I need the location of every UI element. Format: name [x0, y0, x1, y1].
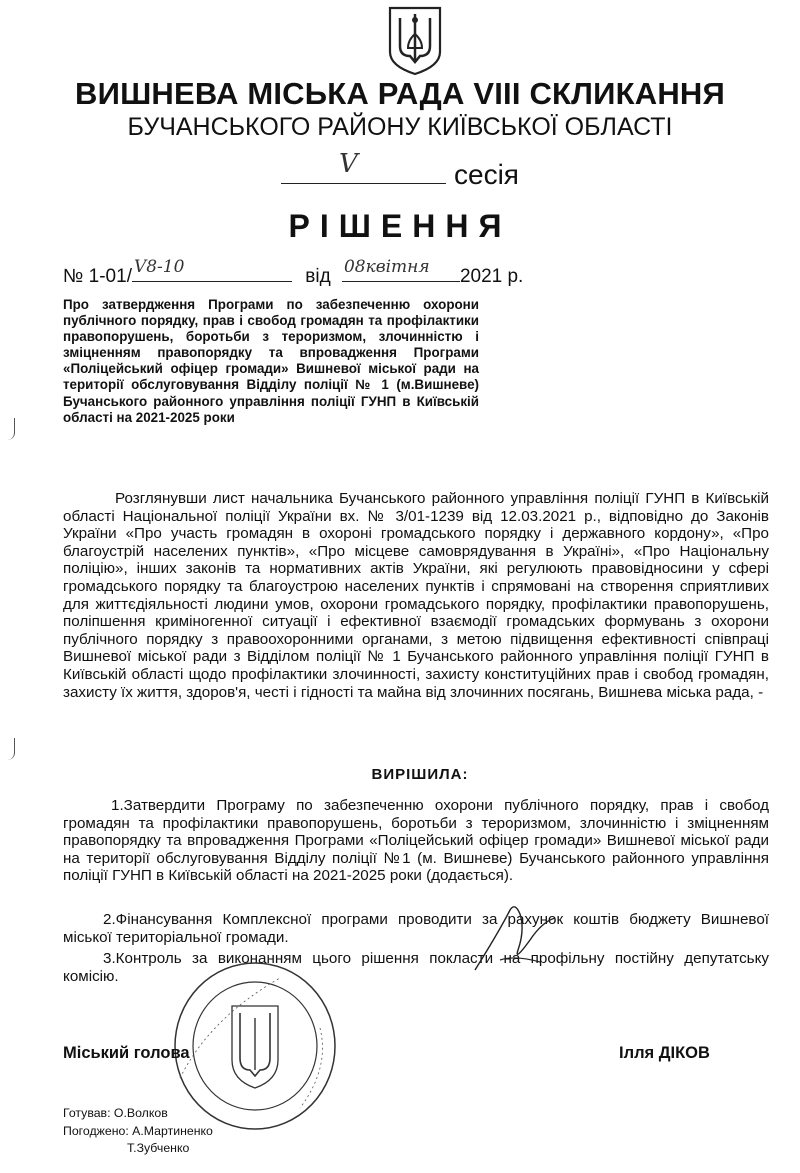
- date-prefix: від: [305, 266, 331, 287]
- prepared-by: Готував: О.Волков: [63, 1106, 168, 1120]
- number-date-line: [63, 257, 524, 288]
- preamble-paragraph: Розглянувши лист начальника Бучанського районного управління поліції ГУНП в Київській області Національної поліції України вх. № 3/01-1239 від 12.03.2021 р., відповідно до Законів України «Про участь громадян в охороні громадського порядку і державного кордону», «Про благоустрій населених пунктів», «Про місцеве самоврядування в Україні», «Про Національну поліцію», інших законів та нормативних актів України, які регулюють правовідносини у сфері громадського порядку та благоустрою населених пунктів і спрямовані на створення сприятливих для життєдіяльності людини умов, охорони громадського порядку, профілактики правопорушень, поліпшення криміногенної ситуації і ефективної взаємодії громадських формувань з охорони публічного порядку з правоохоронними органами, з метою підвищення ефективності співпраці Вишневої міської ради з Відділом поліції № 1 Бучанського районного управління поліції ГУНП в Київській області щодо профілактики злочинності, захисту конституційних прав і свобод громадян, захисту їх життя, здоров'я, честі і гідності та майна від злочинних посягань, Вишнева міська рада, -: [63, 490, 769, 701]
- mayor-name: Ілля ДІКОВ: [619, 1044, 710, 1062]
- punch-mark-top: [0, 418, 15, 440]
- date-handwritten: 08квітня: [343, 257, 430, 277]
- punch-mark-bottom: [0, 738, 15, 760]
- point-1: 1.Затвердити Програму по забезпеченню охорони публічного порядку, прав і свобод громадян та профілактики правопорушень, боротьби з тероризмом, злочинністю і зміцненням правопорядку та впровадження Програми «Поліцейський офіцер громади» Вишневої міської ради на території обслуговування Відділу поліції №1 (м. Вишневе) Бучанського районного управління поліції ГУНП в Київській області на 2021-2025 роки (додається).: [63, 797, 769, 885]
- agreed-by-second: Т.Зубченко: [127, 1141, 190, 1155]
- mayor-label: Міський голова: [63, 1044, 190, 1062]
- decision-subject: Про затвердження Програми по забезпеченню охорони публічного порядку, прав і свобод громадян та профілактики правопорушень, боротьби з тероризмом, злочинністю і зміцненням правопорядку та впровадження Програми «Поліцейський офіцер громади» Вишневої міської ради на території обслуговування Відділу поліції № 1 (м.Вишневе) Бучанського районного управління поліції ГУНП в Київській області на 2021-2025 роки: [63, 297, 479, 425]
- official-stamp: [170, 958, 340, 1133]
- session-line: [0, 149, 800, 191]
- point-3: 3.Контроль за виконанням цього рішення покласти на профільну постійну депутатську комісію.: [63, 950, 769, 985]
- year: 2021 р.: [459, 266, 524, 287]
- council-title: ВИШНЕВА МІСЬКА РАДА VIII СКЛИКАННЯ: [75, 76, 725, 111]
- signature-scribble: [470, 900, 560, 980]
- number-field: [132, 257, 292, 282]
- district-title: БУЧАНСЬКОГО РАЙОНУ КИЇВСЬКОЇ ОБЛАСТІ: [127, 113, 673, 141]
- session-number: V: [339, 149, 358, 179]
- point-2: 2.Фінансування Комплексної програми проводити за рахунок коштів бюджету Вишневої міської територіальної громади.: [63, 911, 769, 946]
- date-field: [342, 257, 460, 282]
- decided-heading: ВИРІШИЛА:: [371, 766, 469, 783]
- number-handwritten: V8-10: [133, 257, 185, 277]
- document-type-heading: РІШЕННЯ: [288, 208, 512, 244]
- session-word: сесія: [454, 159, 519, 190]
- session-number-field: [281, 149, 446, 184]
- coat-of-arms-emblem: [386, 6, 444, 76]
- number-prefix: № 1-01/: [63, 266, 132, 287]
- agreed-by: Погоджено: А.Мартиненко: [63, 1124, 213, 1138]
